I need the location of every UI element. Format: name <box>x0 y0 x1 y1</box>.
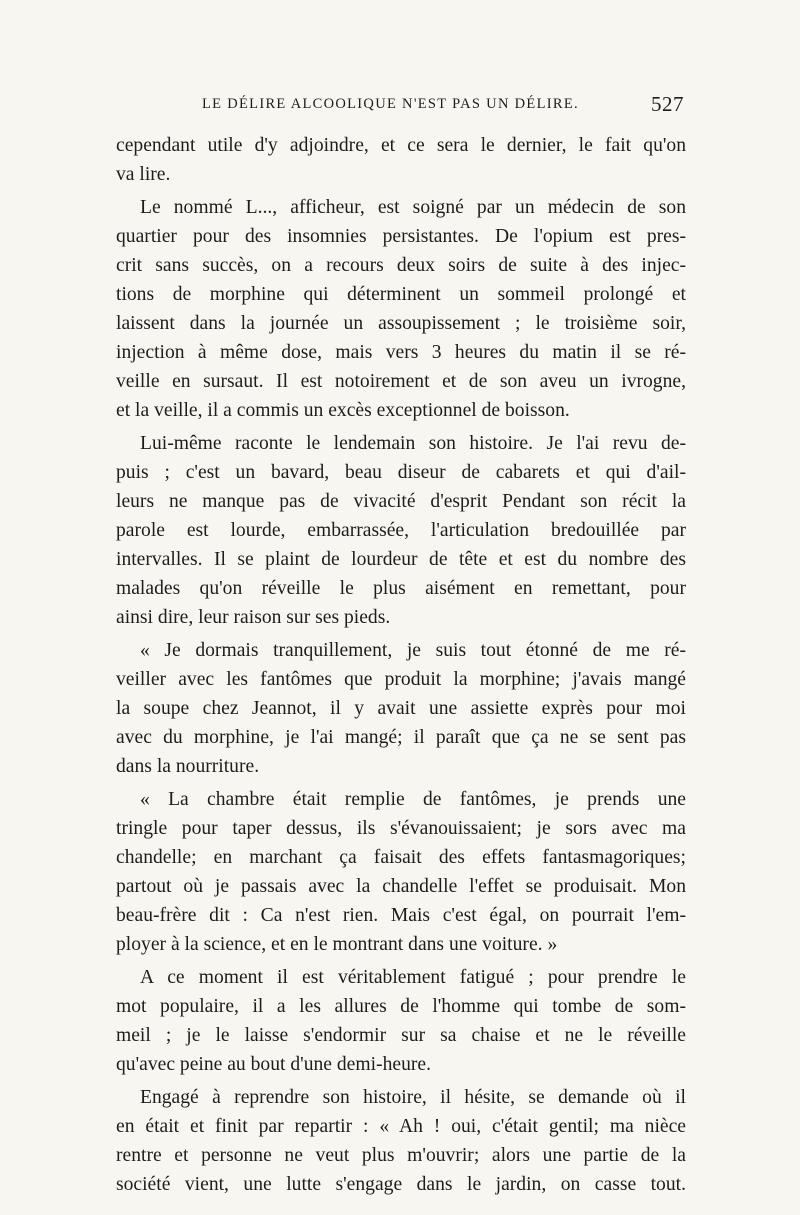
text-line: Engagé à reprendre son histoire, il hésite, se demande où il <box>140 1087 686 1108</box>
text-line: partout où je passais avec la chandelle l'effet se produisait. Mon <box>116 876 686 897</box>
text-line: rentre et personne ne veut plus m'ouvrir; alors une partie de la <box>116 1145 686 1166</box>
text-line: intervalles. Il se plaint de lourdeur de tête et est du nombre des <box>116 549 686 570</box>
text-line: crit sans succès, on a recours deux soirs de suite à des injec- <box>116 255 686 276</box>
text-line: avec du morphine, je l'ai mangé; il paraît que ça ne se sent pas <box>116 727 686 748</box>
text-line: meil ; je le laisse s'endormir sur sa chaise et ne le réveille <box>116 1025 686 1046</box>
text-line: et la veille, il a commis un excès exceptionnel de boisson. <box>116 400 570 421</box>
paragraph-case-introduction <box>116 193 686 425</box>
text-line: ployer à la science, et en le montrant dans une voiture. » <box>116 934 558 955</box>
text-line: malades qu'on réveille le plus aisément en remettant, pour <box>116 578 686 599</box>
text-line: leurs ne manque pas de vivacité d'esprit Pendant son récit la <box>116 491 686 512</box>
text-line: veiller avec les fantômes que produit la morphine; j'avais mangé <box>116 669 686 690</box>
text-line: Lui-même raconte le lendemain son histoire. Je l'ai revu de- <box>140 433 686 454</box>
text-line: société vient, une lutte s'engage dans le jardin, on casse tout. <box>116 1174 686 1195</box>
text-line: la soupe chez Jeannot, il y avait une assiette exprès pour moi <box>116 698 686 719</box>
body-text <box>116 131 686 1203</box>
text-line: tions de morphine qui déterminent un sommeil prolongé et <box>116 284 686 305</box>
text-line: chandelle; en marchant ça faisait des effets fantasmagoriques; <box>116 847 686 868</box>
page-number: 527 <box>651 92 684 116</box>
text-line: ainsi dire, leur raison sur ses pieds. <box>116 607 391 628</box>
text-line: cependant utile d'y adjoindre, et ce sera le dernier, le fait qu'on <box>116 135 686 156</box>
text-line: en était et finit par repartir : « Ah ! oui, c'était gentil; ma nièce <box>116 1116 686 1137</box>
paragraph-quote-2 <box>116 785 686 959</box>
text-line: A ce moment il est véritablement fatigué ; pour prendre le <box>140 967 686 988</box>
running-title: LE DÉLIRE ALCOOLIQUE N'EST PAS UN DÉLIRE. <box>202 96 579 112</box>
paragraph-fatigue <box>116 963 686 1079</box>
paragraph-patient-account <box>116 429 686 632</box>
running-head <box>118 92 684 120</box>
text-line: parole est lourde, embarrassée, l'articulation bredouillée par <box>116 520 686 541</box>
text-line: tringle pour taper dessus, ils s'évanouissaient; je sors avec ma <box>116 818 686 839</box>
paragraph-quote-1 <box>116 636 686 781</box>
text-line: « La chambre était remplie de fantômes, je prends une <box>140 789 686 810</box>
text-line: quartier pour des insomnies persistantes. De l'opium est pres- <box>116 226 686 247</box>
text-line: va lire. <box>116 164 171 185</box>
text-line: injection à même dose, mais vers 3 heures du matin il se ré- <box>116 342 686 363</box>
text-line: qu'avec peine au bout d'une demi-heure. <box>116 1054 431 1075</box>
text-line: puis ; c'est un bavard, beau diseur de cabarets et qui d'ail- <box>116 462 686 483</box>
text-line: veille en sursaut. Il est notoirement et de son aveu un ivrogne, <box>116 371 686 392</box>
text-line: laissent dans la journée un assoupissement ; le troisième soir, <box>116 313 686 334</box>
text-line: « Je dormais tranquillement, je suis tout étonné de me ré- <box>140 640 686 661</box>
text-line: Le nommé L..., afficheur, est soigné par un médecin de son <box>140 197 686 218</box>
paragraph-resumed-story <box>116 1083 686 1199</box>
text-line: beau-frère dit : Ca n'est rien. Mais c'est égal, on pourrait l'em- <box>116 905 686 926</box>
paragraph-continuation <box>116 131 686 189</box>
text-line: dans la nourriture. <box>116 756 260 777</box>
text-line: mot populaire, il a les allures de l'homme qui tombe de som- <box>116 996 686 1017</box>
